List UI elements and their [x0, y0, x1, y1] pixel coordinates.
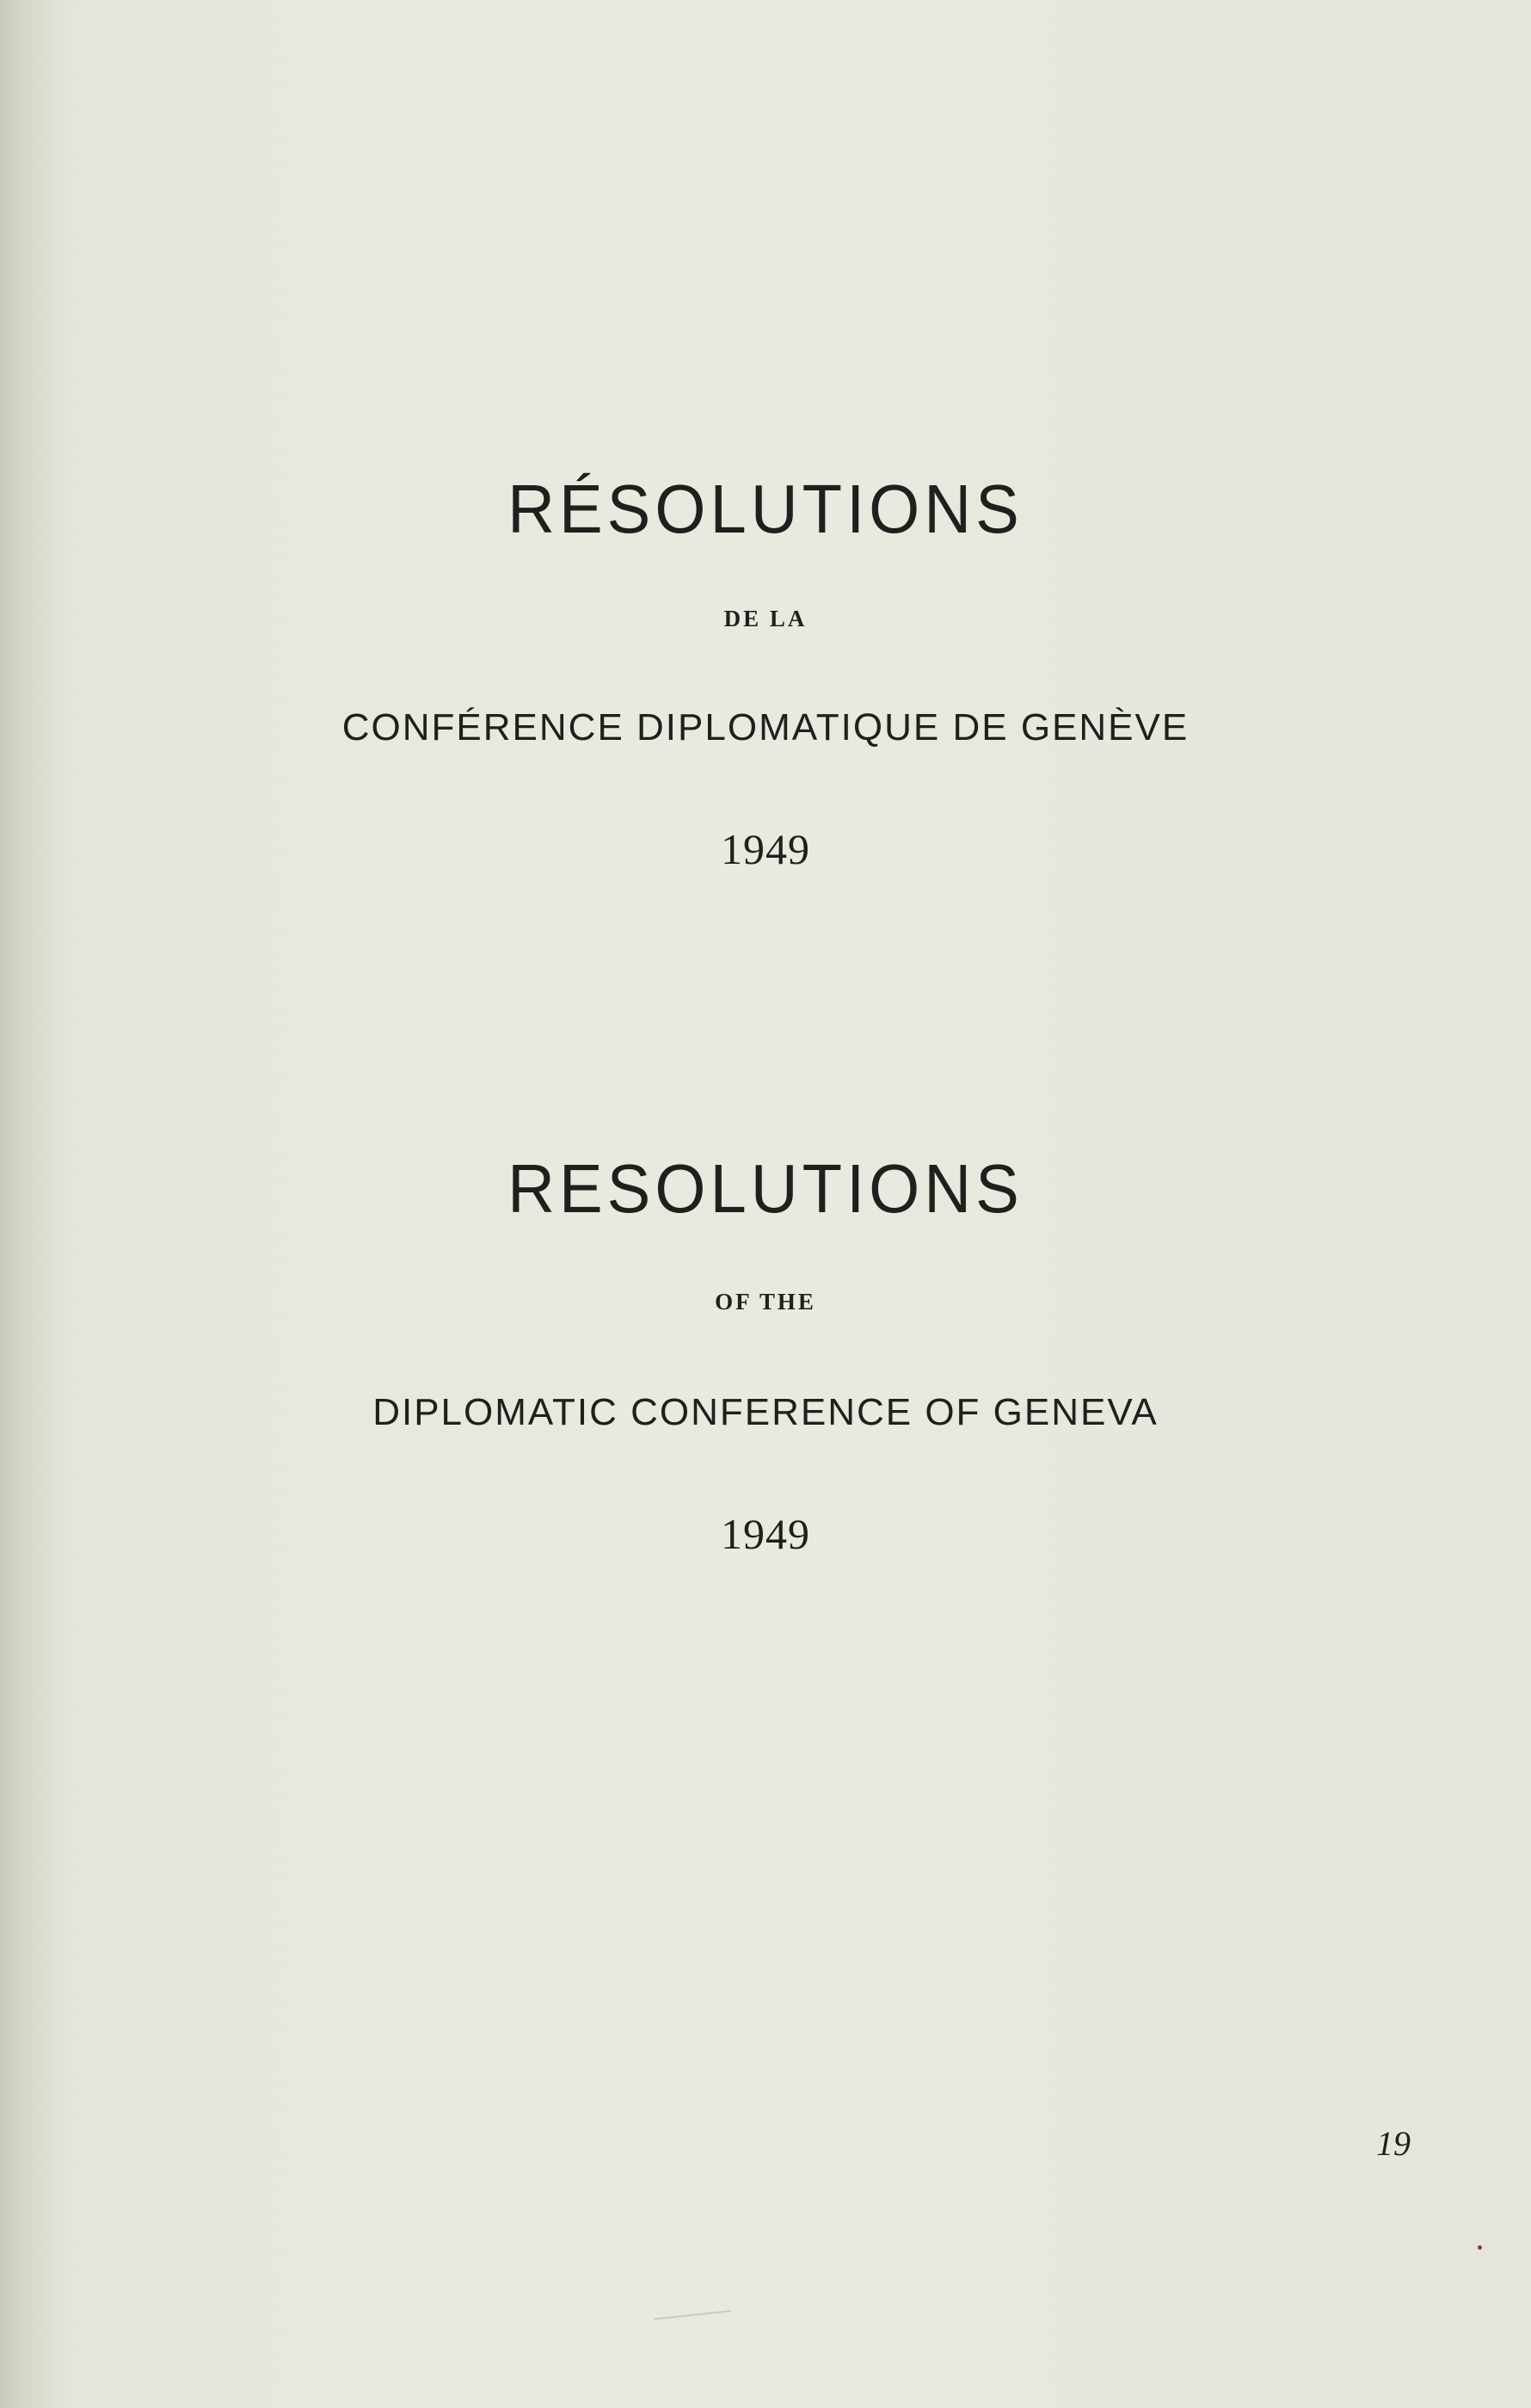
- page-smudge: [654, 2310, 731, 2319]
- english-connector: OF THE: [715, 1289, 816, 1315]
- french-connector: DE LA: [723, 606, 808, 631]
- english-year: 1949: [721, 1510, 810, 1558]
- english-conference-name: DIPLOMATIC CONFERENCE OF GENEVA: [372, 1391, 1159, 1433]
- french-connector-block: [0, 607, 1531, 631]
- english-year-block: [0, 1510, 1531, 1558]
- english-title: RESOLUTIONS: [507, 1150, 1024, 1229]
- english-heading: [0, 1150, 1531, 1229]
- french-year-block: [0, 825, 1531, 873]
- french-conference-block: [0, 706, 1531, 748]
- page-number: 19: [1376, 2124, 1411, 2163]
- page-dot: [1478, 2245, 1482, 2250]
- french-year: 1949: [721, 825, 810, 873]
- english-conference-block: [0, 1391, 1531, 1433]
- english-connector-block: [0, 1290, 1531, 1314]
- french-heading: [0, 471, 1531, 549]
- french-conference-name: CONFÉRENCE DIPLOMATIQUE DE GENÈVE: [341, 706, 1190, 748]
- french-title: RÉSOLUTIONS: [507, 471, 1024, 549]
